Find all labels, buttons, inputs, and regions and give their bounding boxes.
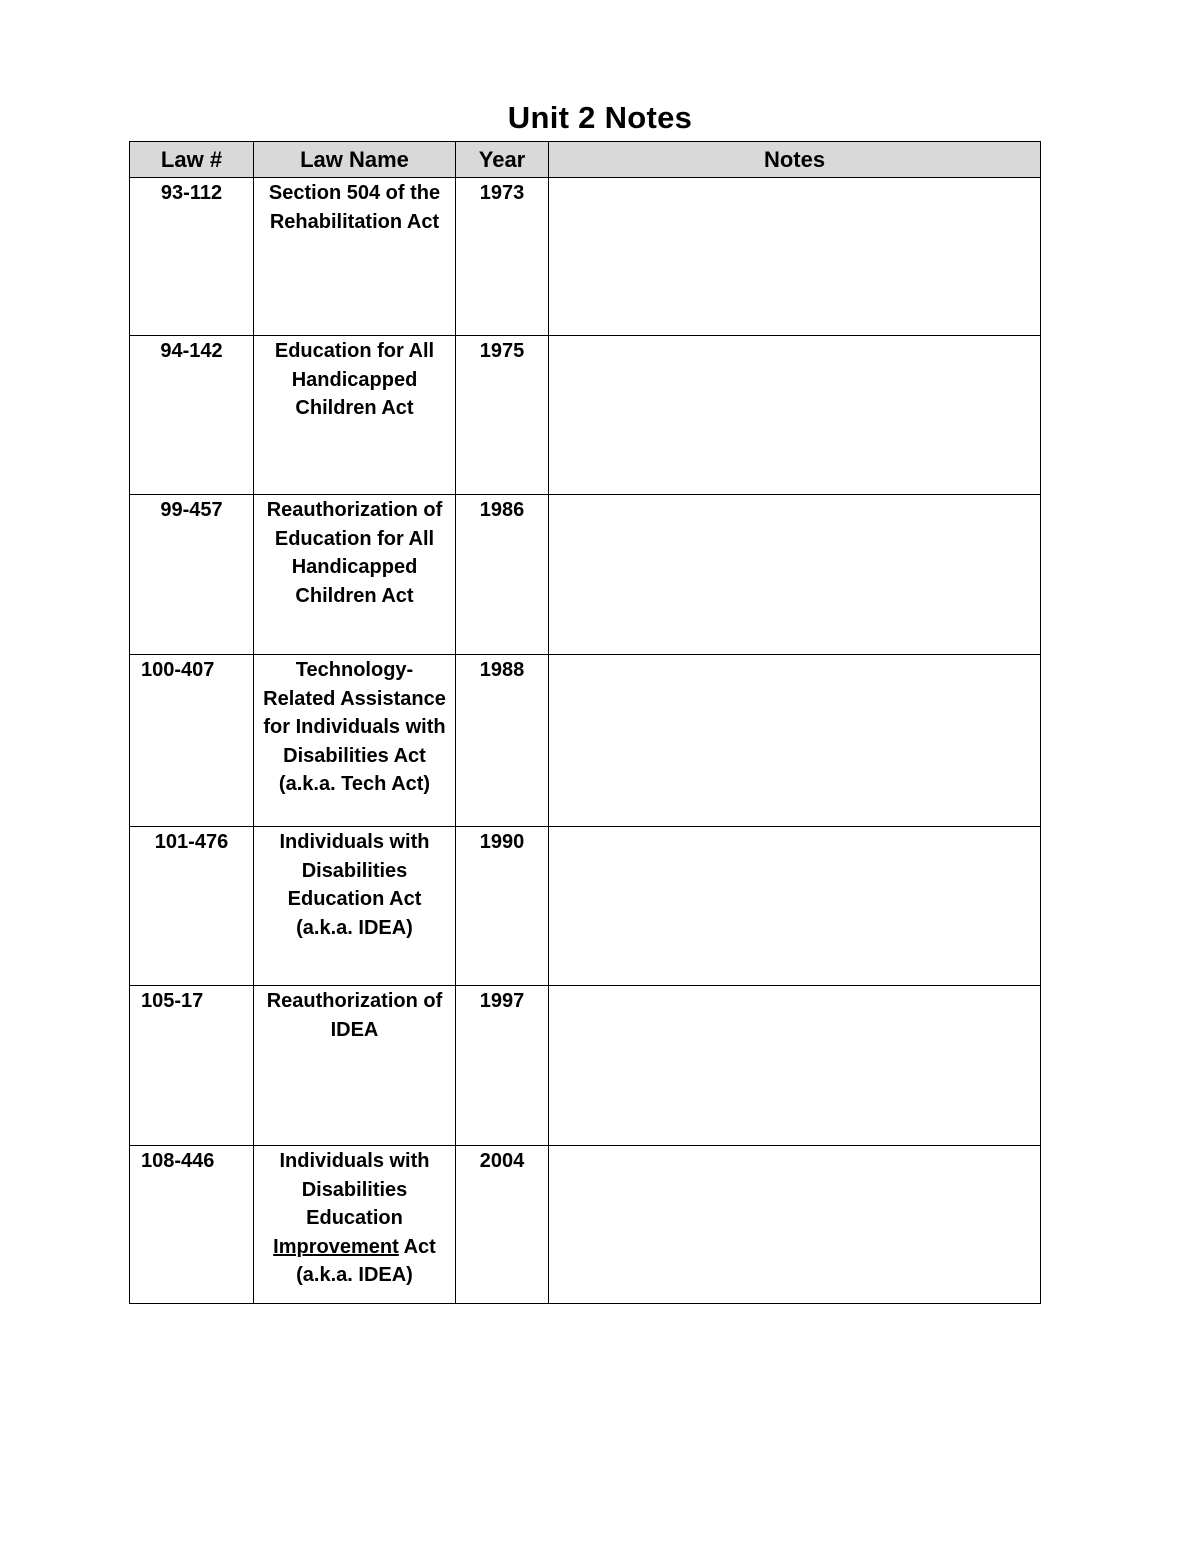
law-name-text: Individuals with Disabilities Education (279, 1150, 430, 1229)
law-name-cell: Section 504 of the Rehabilitation Act (254, 178, 456, 336)
law-notes-table (129, 141, 1041, 1304)
year-cell: 1973 (456, 178, 549, 336)
law-name-cell (254, 1146, 456, 1304)
table-header-row (130, 142, 1041, 178)
notes-cell[interactable] (549, 827, 1041, 986)
law-name-cell: Education for All Handicapped Children Act (254, 336, 456, 495)
law-name-cell: Reauthorization of IDEA (254, 986, 456, 1146)
table-row (130, 178, 1041, 336)
notes-cell[interactable] (549, 986, 1041, 1146)
year-cell: 2004 (456, 1146, 549, 1304)
table-row (130, 986, 1041, 1146)
notes-cell[interactable] (549, 655, 1041, 827)
notes-cell[interactable] (549, 178, 1041, 336)
law-number-cell: 93-112 (130, 178, 254, 336)
notes-cell[interactable] (549, 336, 1041, 495)
page-title: Unit 2 Notes (507, 100, 693, 135)
law-number-cell: 94-142 (130, 336, 254, 495)
table-row (130, 1146, 1041, 1304)
header-law-number: Law # (130, 142, 254, 178)
header-year: Year (456, 142, 549, 178)
law-number-cell: 100-407 (130, 655, 254, 827)
year-cell: 1997 (456, 986, 549, 1146)
law-name-cell: Reauthorization of Education for All Handicapped Children Act (254, 495, 456, 655)
law-name-cell: Individuals with Disabilities Education Act (a.k.a. IDEA) (254, 827, 456, 986)
table-row (130, 655, 1041, 827)
notes-cell[interactable] (549, 1146, 1041, 1304)
table-row (130, 495, 1041, 655)
law-name-text: Act (a.k.a. IDEA) (296, 1235, 436, 1286)
year-cell: 1975 (456, 336, 549, 495)
year-cell: 1988 (456, 655, 549, 827)
law-number-cell: 108-446 (130, 1146, 254, 1304)
law-number-cell: 101-476 (130, 827, 254, 986)
header-law-name: Law Name (254, 142, 456, 178)
year-cell: 1990 (456, 827, 549, 986)
notes-cell[interactable] (549, 495, 1041, 655)
law-name-underlined-text: Improvement (273, 1235, 399, 1258)
table-row (130, 336, 1041, 495)
law-number-cell: 105-17 (130, 986, 254, 1146)
law-number-cell: 99-457 (130, 495, 254, 655)
header-notes: Notes (549, 142, 1041, 178)
table-row (130, 827, 1041, 986)
year-cell: 1986 (456, 495, 549, 655)
law-name-cell: Technology-Related Assistance for Individuals with Disabilities Act (a.k.a. Tech Act) (254, 655, 456, 827)
